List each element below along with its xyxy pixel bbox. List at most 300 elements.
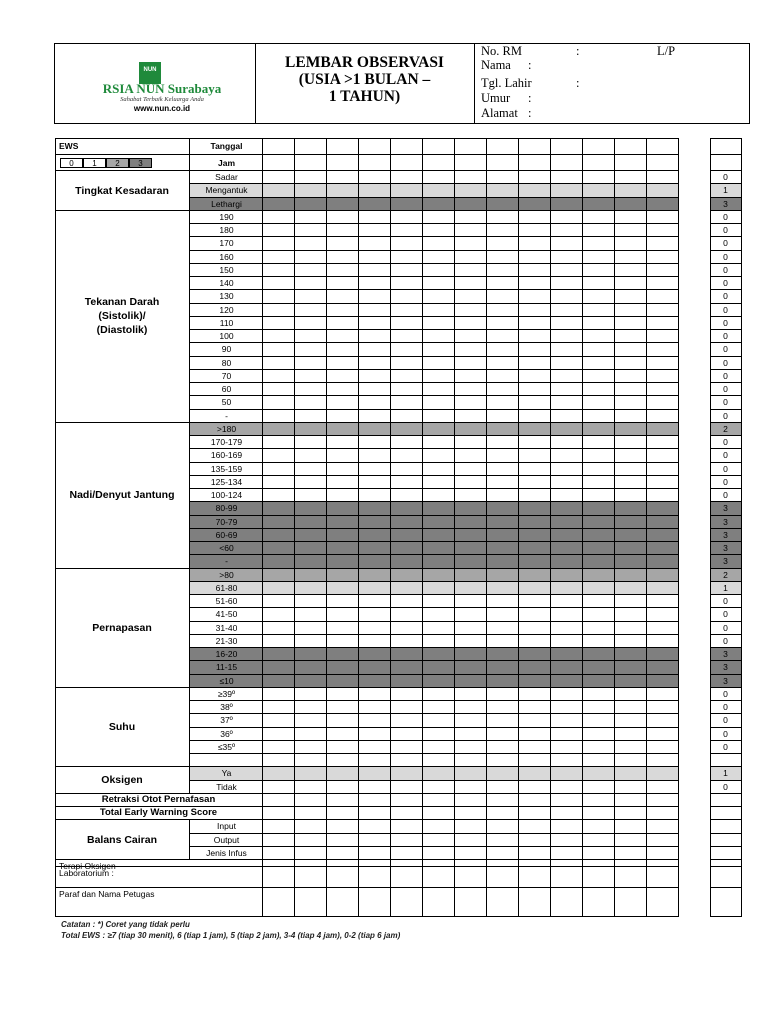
nadi-denyut-jantung-125-134-cell[interactable] — [551, 476, 583, 489]
nadi-denyut-jantung-125-134-cell[interactable] — [615, 476, 647, 489]
suhu-39-cell[interactable] — [647, 688, 679, 701]
nadi-denyut-jantung-60-69-cell[interactable] — [391, 529, 423, 542]
tekanan-darah-60-cell[interactable] — [455, 383, 487, 396]
nadi-denyut-jantung-80-99-cell[interactable] — [647, 502, 679, 515]
nadi-denyut-jantung-70-79-cell[interactable] — [519, 516, 551, 529]
nadi-denyut-jantung-blank-cell[interactable] — [359, 555, 391, 568]
tekanan-darah-150-cell[interactable] — [647, 264, 679, 277]
tekanan-darah-90-cell[interactable] — [263, 343, 295, 356]
pernapasan-11-15-cell[interactable] — [423, 661, 455, 674]
tekanan-darah-blank-cell[interactable] — [263, 410, 295, 423]
pernapasan-31-40-cell[interactable] — [327, 622, 359, 635]
tingkat-kesadaran-mengantuk-cell[interactable] — [647, 184, 679, 197]
balans-jenis-infus-cell[interactable] — [487, 847, 519, 860]
tekanan-darah-170-cell[interactable] — [391, 237, 423, 250]
nadi-denyut-jantung-160-169-cell[interactable] — [359, 449, 391, 462]
suhu-37-cell[interactable] — [647, 714, 679, 727]
nadi-denyut-jantung-160-169-cell[interactable] — [423, 449, 455, 462]
tekanan-darah-90-cell[interactable] — [551, 343, 583, 356]
suhu-39-cell[interactable] — [551, 688, 583, 701]
laboratorium-cell[interactable] — [359, 867, 391, 888]
tekanan-darah-60-cell[interactable] — [519, 383, 551, 396]
balans-output-cell[interactable] — [423, 834, 455, 847]
nadi-denyut-jantung-60-69-cell[interactable] — [295, 529, 327, 542]
suhu-36-cell[interactable] — [423, 728, 455, 741]
tekanan-darah-80-cell[interactable] — [423, 357, 455, 370]
balans-jenis-infus-cell[interactable] — [519, 847, 551, 860]
nadi-denyut-jantung-70-79-cell[interactable] — [423, 516, 455, 529]
tekanan-darah-180-cell[interactable] — [615, 224, 647, 237]
tekanan-darah-70-cell[interactable] — [551, 370, 583, 383]
pernapasan-11-15-cell[interactable] — [583, 661, 615, 674]
tekanan-darah-150-cell[interactable] — [551, 264, 583, 277]
pernapasan-80-cell[interactable] — [327, 569, 359, 582]
tekanan-darah-90-cell[interactable] — [583, 343, 615, 356]
tingkat-kesadaran-sadar-cell[interactable] — [327, 171, 359, 184]
tekanan-darah-120-cell[interactable] — [423, 304, 455, 317]
tingkat-kesadaran-mengantuk-cell[interactable] — [583, 184, 615, 197]
total-ews-row-cell[interactable] — [583, 807, 615, 820]
pernapasan-61-80-cell[interactable] — [487, 582, 519, 595]
pernapasan-80-cell[interactable] — [391, 569, 423, 582]
suhu-37-cell[interactable] — [487, 714, 519, 727]
tingkat-kesadaran-sadar-cell[interactable] — [487, 171, 519, 184]
oksigen-ya-cell[interactable] — [455, 767, 487, 780]
tanggal-cell[interactable] — [263, 138, 295, 155]
total-ews-row-cell[interactable] — [455, 807, 487, 820]
pernapasan-10-cell[interactable] — [615, 675, 647, 688]
paraf-petugas-cell[interactable] — [551, 888, 583, 917]
nadi-denyut-jantung-100-124-cell[interactable] — [423, 489, 455, 502]
tekanan-darah-50-cell[interactable] — [295, 396, 327, 409]
nadi-denyut-jantung-135-159-cell[interactable] — [391, 463, 423, 476]
suhu-blank-cell[interactable] — [327, 754, 359, 767]
total-ews-row-cell[interactable] — [391, 807, 423, 820]
nadi-denyut-jantung-60-69-cell[interactable] — [455, 529, 487, 542]
pernapasan-80-cell[interactable] — [263, 569, 295, 582]
paraf-petugas-cell[interactable] — [359, 888, 391, 917]
tekanan-darah-150-cell[interactable] — [295, 264, 327, 277]
suhu-35-cell[interactable] — [359, 741, 391, 754]
suhu-38-cell[interactable] — [327, 701, 359, 714]
pernapasan-21-30-cell[interactable] — [455, 635, 487, 648]
suhu-38-cell[interactable] — [455, 701, 487, 714]
nadi-denyut-jantung-100-124-cell[interactable] — [519, 489, 551, 502]
tekanan-darah-50-cell[interactable] — [263, 396, 295, 409]
tekanan-darah-160-cell[interactable] — [551, 251, 583, 264]
tekanan-darah-50-cell[interactable] — [615, 396, 647, 409]
pernapasan-31-40-cell[interactable] — [583, 622, 615, 635]
balans-jenis-infus-cell[interactable] — [455, 847, 487, 860]
retraksi-row-cell[interactable] — [391, 794, 423, 807]
tekanan-darah-blank-cell[interactable] — [647, 410, 679, 423]
balans-output-cell[interactable] — [551, 834, 583, 847]
tekanan-darah-140-cell[interactable] — [551, 277, 583, 290]
tekanan-darah-170-cell[interactable] — [583, 237, 615, 250]
nadi-denyut-jantung-70-79-cell[interactable] — [647, 516, 679, 529]
paraf-petugas-cell[interactable] — [615, 888, 647, 917]
laboratorium-cell[interactable] — [583, 867, 615, 888]
pernapasan-21-30-cell[interactable] — [359, 635, 391, 648]
total-ews-row-cell[interactable] — [423, 807, 455, 820]
tingkat-kesadaran-lethargi-cell[interactable] — [519, 198, 551, 211]
pernapasan-11-15-cell[interactable] — [327, 661, 359, 674]
laboratorium-cell[interactable] — [391, 867, 423, 888]
total-ews-row-cell[interactable] — [615, 807, 647, 820]
tekanan-darah-50-cell[interactable] — [391, 396, 423, 409]
paraf-petugas-cell[interactable] — [519, 888, 551, 917]
pernapasan-10-cell[interactable] — [391, 675, 423, 688]
tingkat-kesadaran-sadar-cell[interactable] — [519, 171, 551, 184]
nadi-denyut-jantung-100-124-cell[interactable] — [647, 489, 679, 502]
terapi-oksigen-cell[interactable] — [295, 860, 327, 867]
nadi-denyut-jantung-blank-cell[interactable] — [647, 555, 679, 568]
suhu-35-cell[interactable] — [455, 741, 487, 754]
laboratorium-cell[interactable] — [295, 867, 327, 888]
tekanan-darah-70-cell[interactable] — [487, 370, 519, 383]
nadi-denyut-jantung-135-159-cell[interactable] — [263, 463, 295, 476]
tingkat-kesadaran-lethargi-cell[interactable] — [615, 198, 647, 211]
tekanan-darah-160-cell[interactable] — [423, 251, 455, 264]
pernapasan-16-20-cell[interactable] — [615, 648, 647, 661]
nadi-denyut-jantung-135-159-cell[interactable] — [487, 463, 519, 476]
paraf-petugas-cell[interactable] — [583, 888, 615, 917]
suhu-39-cell[interactable] — [327, 688, 359, 701]
tekanan-darah-130-cell[interactable] — [551, 290, 583, 303]
nadi-denyut-jantung-70-79-cell[interactable] — [583, 516, 615, 529]
tekanan-darah-blank-cell[interactable] — [583, 410, 615, 423]
pernapasan-31-40-cell[interactable] — [359, 622, 391, 635]
tekanan-darah-80-cell[interactable] — [263, 357, 295, 370]
nadi-denyut-jantung-blank-cell[interactable] — [487, 555, 519, 568]
nadi-denyut-jantung-170-179-cell[interactable] — [391, 436, 423, 449]
jam-cell[interactable] — [519, 155, 551, 172]
balans-input-cell[interactable] — [391, 820, 423, 833]
nadi-denyut-jantung-125-134-cell[interactable] — [327, 476, 359, 489]
suhu-37-cell[interactable] — [519, 714, 551, 727]
jam-cell[interactable] — [583, 155, 615, 172]
oksigen-ya-cell[interactable] — [583, 767, 615, 780]
total-ews-row-cell[interactable] — [359, 807, 391, 820]
suhu-35-cell[interactable] — [487, 741, 519, 754]
nadi-denyut-jantung-70-79-cell[interactable] — [295, 516, 327, 529]
pernapasan-16-20-cell[interactable] — [263, 648, 295, 661]
pernapasan-11-15-cell[interactable] — [391, 661, 423, 674]
nadi-denyut-jantung-blank-cell[interactable] — [455, 555, 487, 568]
tekanan-darah-90-cell[interactable] — [455, 343, 487, 356]
terapi-oksigen-cell[interactable] — [487, 860, 519, 867]
tanggal-cell[interactable] — [455, 138, 487, 155]
tekanan-darah-110-cell[interactable] — [615, 317, 647, 330]
pernapasan-10-cell[interactable] — [295, 675, 327, 688]
nadi-denyut-jantung-160-169-cell[interactable] — [263, 449, 295, 462]
pernapasan-21-30-cell[interactable] — [327, 635, 359, 648]
balans-input-cell[interactable] — [487, 820, 519, 833]
pernapasan-61-80-cell[interactable] — [455, 582, 487, 595]
suhu-blank-cell[interactable] — [551, 754, 583, 767]
laboratorium-cell[interactable] — [487, 867, 519, 888]
tekanan-darah-190-cell[interactable] — [487, 211, 519, 224]
tekanan-darah-120-cell[interactable] — [583, 304, 615, 317]
nadi-denyut-jantung-60-cell[interactable] — [327, 542, 359, 555]
tingkat-kesadaran-lethargi-cell[interactable] — [647, 198, 679, 211]
nadi-denyut-jantung-60-cell[interactable] — [263, 542, 295, 555]
tingkat-kesadaran-mengantuk-cell[interactable] — [359, 184, 391, 197]
nadi-denyut-jantung-170-179-cell[interactable] — [583, 436, 615, 449]
nadi-denyut-jantung-blank-cell[interactable] — [391, 555, 423, 568]
pernapasan-21-30-cell[interactable] — [391, 635, 423, 648]
nadi-denyut-jantung-160-169-cell[interactable] — [647, 449, 679, 462]
nadi-denyut-jantung-60-69-cell[interactable] — [487, 529, 519, 542]
pernapasan-31-40-cell[interactable] — [487, 622, 519, 635]
pernapasan-51-60-cell[interactable] — [583, 595, 615, 608]
suhu-38-cell[interactable] — [551, 701, 583, 714]
nadi-denyut-jantung-60-cell[interactable] — [551, 542, 583, 555]
tekanan-darah-180-cell[interactable] — [263, 224, 295, 237]
terapi-oksigen-cell[interactable] — [455, 860, 487, 867]
tekanan-darah-110-cell[interactable] — [455, 317, 487, 330]
jam-cell[interactable] — [295, 155, 327, 172]
tingkat-kesadaran-sadar-cell[interactable] — [455, 171, 487, 184]
jam-cell[interactable] — [359, 155, 391, 172]
pernapasan-61-80-cell[interactable] — [583, 582, 615, 595]
pernapasan-11-15-cell[interactable] — [455, 661, 487, 674]
pernapasan-80-cell[interactable] — [519, 569, 551, 582]
balans-output-cell[interactable] — [327, 834, 359, 847]
tekanan-darah-blank-cell[interactable] — [551, 410, 583, 423]
tekanan-darah-170-cell[interactable] — [295, 237, 327, 250]
pernapasan-41-50-cell[interactable] — [487, 608, 519, 621]
tingkat-kesadaran-sadar-cell[interactable] — [263, 171, 295, 184]
retraksi-row-cell[interactable] — [359, 794, 391, 807]
pernapasan-16-20-cell[interactable] — [359, 648, 391, 661]
suhu-36-cell[interactable] — [327, 728, 359, 741]
nadi-denyut-jantung-60-cell[interactable] — [647, 542, 679, 555]
tingkat-kesadaran-mengantuk-cell[interactable] — [327, 184, 359, 197]
nadi-denyut-jantung-blank-cell[interactable] — [327, 555, 359, 568]
tingkat-kesadaran-mengantuk-cell[interactable] — [295, 184, 327, 197]
nadi-denyut-jantung-170-179-cell[interactable] — [359, 436, 391, 449]
tekanan-darah-90-cell[interactable] — [647, 343, 679, 356]
tekanan-darah-90-cell[interactable] — [615, 343, 647, 356]
pernapasan-31-40-cell[interactable] — [615, 622, 647, 635]
tekanan-darah-130-cell[interactable] — [455, 290, 487, 303]
tekanan-darah-blank-cell[interactable] — [359, 410, 391, 423]
tekanan-darah-170-cell[interactable] — [615, 237, 647, 250]
tekanan-darah-50-cell[interactable] — [359, 396, 391, 409]
tekanan-darah-90-cell[interactable] — [423, 343, 455, 356]
tekanan-darah-50-cell[interactable] — [519, 396, 551, 409]
nadi-denyut-jantung-170-179-cell[interactable] — [487, 436, 519, 449]
suhu-36-cell[interactable] — [455, 728, 487, 741]
oksigen-ya-cell[interactable] — [615, 767, 647, 780]
tekanan-darah-110-cell[interactable] — [647, 317, 679, 330]
tekanan-darah-60-cell[interactable] — [647, 383, 679, 396]
nadi-denyut-jantung-135-159-cell[interactable] — [295, 463, 327, 476]
balans-jenis-infus-cell[interactable] — [423, 847, 455, 860]
tekanan-darah-170-cell[interactable] — [647, 237, 679, 250]
suhu-36-cell[interactable] — [391, 728, 423, 741]
oksigen-ya-cell[interactable] — [391, 767, 423, 780]
tekanan-darah-60-cell[interactable] — [423, 383, 455, 396]
nadi-denyut-jantung-70-79-cell[interactable] — [615, 516, 647, 529]
oksigen-tidak-cell[interactable] — [327, 781, 359, 794]
oksigen-ya-cell[interactable] — [487, 767, 519, 780]
tekanan-darah-60-cell[interactable] — [359, 383, 391, 396]
suhu-35-cell[interactable] — [391, 741, 423, 754]
tekanan-darah-130-cell[interactable] — [359, 290, 391, 303]
laboratorium-cell[interactable] — [615, 867, 647, 888]
pernapasan-31-40-cell[interactable] — [551, 622, 583, 635]
nadi-denyut-jantung-60-cell[interactable] — [295, 542, 327, 555]
nadi-denyut-jantung-125-134-cell[interactable] — [455, 476, 487, 489]
suhu-36-cell[interactable] — [551, 728, 583, 741]
tekanan-darah-110-cell[interactable] — [295, 317, 327, 330]
tekanan-darah-160-cell[interactable] — [327, 251, 359, 264]
pernapasan-61-80-cell[interactable] — [423, 582, 455, 595]
nadi-denyut-jantung-80-99-cell[interactable] — [295, 502, 327, 515]
nadi-denyut-jantung-135-159-cell[interactable] — [519, 463, 551, 476]
pernapasan-16-20-cell[interactable] — [295, 648, 327, 661]
tekanan-darah-blank-cell[interactable] — [327, 410, 359, 423]
tingkat-kesadaran-mengantuk-cell[interactable] — [423, 184, 455, 197]
laboratorium-cell[interactable] — [551, 867, 583, 888]
nadi-denyut-jantung-100-124-cell[interactable] — [487, 489, 519, 502]
tekanan-darah-70-cell[interactable] — [359, 370, 391, 383]
suhu-blank-cell[interactable] — [615, 754, 647, 767]
balans-jenis-infus-cell[interactable] — [359, 847, 391, 860]
terapi-oksigen-cell[interactable] — [583, 860, 615, 867]
tekanan-darah-190-cell[interactable] — [615, 211, 647, 224]
tekanan-darah-blank-cell[interactable] — [391, 410, 423, 423]
suhu-36-cell[interactable] — [487, 728, 519, 741]
suhu-35-cell[interactable] — [647, 741, 679, 754]
tekanan-darah-120-cell[interactable] — [455, 304, 487, 317]
tekanan-darah-160-cell[interactable] — [359, 251, 391, 264]
oksigen-ya-cell[interactable] — [295, 767, 327, 780]
tanggal-cell[interactable] — [327, 138, 359, 155]
tekanan-darah-110-cell[interactable] — [327, 317, 359, 330]
nadi-denyut-jantung-160-169-cell[interactable] — [487, 449, 519, 462]
balans-jenis-infus-cell[interactable] — [551, 847, 583, 860]
tekanan-darah-50-cell[interactable] — [423, 396, 455, 409]
tingkat-kesadaran-lethargi-cell[interactable] — [295, 198, 327, 211]
tekanan-darah-60-cell[interactable] — [295, 383, 327, 396]
nadi-denyut-jantung-100-124-cell[interactable] — [551, 489, 583, 502]
nadi-denyut-jantung-60-cell[interactable] — [487, 542, 519, 555]
nadi-denyut-jantung-60-69-cell[interactable] — [615, 529, 647, 542]
jam-cell[interactable] — [647, 155, 679, 172]
pernapasan-16-20-cell[interactable] — [551, 648, 583, 661]
nadi-denyut-jantung-160-169-cell[interactable] — [583, 449, 615, 462]
tingkat-kesadaran-sadar-cell[interactable] — [583, 171, 615, 184]
tekanan-darah-100-cell[interactable] — [295, 330, 327, 343]
tekanan-darah-100-cell[interactable] — [359, 330, 391, 343]
nadi-denyut-jantung-100-124-cell[interactable] — [263, 489, 295, 502]
suhu-38-cell[interactable] — [391, 701, 423, 714]
tekanan-darah-150-cell[interactable] — [391, 264, 423, 277]
tekanan-darah-120-cell[interactable] — [359, 304, 391, 317]
tekanan-darah-140-cell[interactable] — [295, 277, 327, 290]
pernapasan-51-60-cell[interactable] — [519, 595, 551, 608]
pernapasan-16-20-cell[interactable] — [519, 648, 551, 661]
oksigen-tidak-cell[interactable] — [647, 781, 679, 794]
tekanan-darah-blank-cell[interactable] — [487, 410, 519, 423]
nadi-denyut-jantung-170-179-cell[interactable] — [327, 436, 359, 449]
nadi-denyut-jantung-80-99-cell[interactable] — [487, 502, 519, 515]
tekanan-darah-140-cell[interactable] — [423, 277, 455, 290]
tekanan-darah-150-cell[interactable] — [583, 264, 615, 277]
suhu-39-cell[interactable] — [583, 688, 615, 701]
laboratorium-cell[interactable] — [455, 867, 487, 888]
pernapasan-61-80-cell[interactable] — [263, 582, 295, 595]
tekanan-darah-190-cell[interactable] — [295, 211, 327, 224]
pernapasan-21-30-cell[interactable] — [519, 635, 551, 648]
pernapasan-11-15-cell[interactable] — [359, 661, 391, 674]
oksigen-tidak-cell[interactable] — [455, 781, 487, 794]
tingkat-kesadaran-lethargi-cell[interactable] — [359, 198, 391, 211]
retraksi-row-cell[interactable] — [487, 794, 519, 807]
terapi-oksigen-cell[interactable] — [263, 860, 295, 867]
nadi-denyut-jantung-60-cell[interactable] — [455, 542, 487, 555]
nadi-denyut-jantung-180-cell[interactable] — [455, 423, 487, 436]
tekanan-darah-170-cell[interactable] — [359, 237, 391, 250]
balans-jenis-infus-cell[interactable] — [647, 847, 679, 860]
tekanan-darah-80-cell[interactable] — [615, 357, 647, 370]
tekanan-darah-130-cell[interactable] — [487, 290, 519, 303]
pernapasan-80-cell[interactable] — [359, 569, 391, 582]
tingkat-kesadaran-sadar-cell[interactable] — [423, 171, 455, 184]
tekanan-darah-110-cell[interactable] — [423, 317, 455, 330]
pernapasan-61-80-cell[interactable] — [519, 582, 551, 595]
nadi-denyut-jantung-160-169-cell[interactable] — [295, 449, 327, 462]
pernapasan-51-60-cell[interactable] — [455, 595, 487, 608]
nadi-denyut-jantung-170-179-cell[interactable] — [551, 436, 583, 449]
tekanan-darah-110-cell[interactable] — [391, 317, 423, 330]
nadi-denyut-jantung-60-69-cell[interactable] — [327, 529, 359, 542]
retraksi-row-cell[interactable] — [647, 794, 679, 807]
nadi-denyut-jantung-135-159-cell[interactable] — [359, 463, 391, 476]
nadi-denyut-jantung-180-cell[interactable] — [359, 423, 391, 436]
nadi-denyut-jantung-100-124-cell[interactable] — [615, 489, 647, 502]
tekanan-darah-140-cell[interactable] — [327, 277, 359, 290]
tekanan-darah-50-cell[interactable] — [327, 396, 359, 409]
pernapasan-11-15-cell[interactable] — [263, 661, 295, 674]
pernapasan-51-60-cell[interactable] — [647, 595, 679, 608]
suhu-38-cell[interactable] — [583, 701, 615, 714]
tekanan-darah-120-cell[interactable] — [551, 304, 583, 317]
tekanan-darah-130-cell[interactable] — [583, 290, 615, 303]
total-ews-row-cell[interactable] — [519, 807, 551, 820]
pernapasan-41-50-cell[interactable] — [583, 608, 615, 621]
tekanan-darah-50-cell[interactable] — [487, 396, 519, 409]
suhu-36-cell[interactable] — [519, 728, 551, 741]
tingkat-kesadaran-mengantuk-cell[interactable] — [615, 184, 647, 197]
suhu-39-cell[interactable] — [615, 688, 647, 701]
tekanan-darah-80-cell[interactable] — [551, 357, 583, 370]
oksigen-ya-cell[interactable] — [263, 767, 295, 780]
tekanan-darah-150-cell[interactable] — [327, 264, 359, 277]
suhu-35-cell[interactable] — [327, 741, 359, 754]
tekanan-darah-180-cell[interactable] — [295, 224, 327, 237]
tekanan-darah-80-cell[interactable] — [487, 357, 519, 370]
suhu-38-cell[interactable] — [423, 701, 455, 714]
jam-cell[interactable] — [551, 155, 583, 172]
tekanan-darah-130-cell[interactable] — [647, 290, 679, 303]
nadi-denyut-jantung-160-169-cell[interactable] — [391, 449, 423, 462]
pernapasan-80-cell[interactable] — [455, 569, 487, 582]
nadi-denyut-jantung-60-cell[interactable] — [423, 542, 455, 555]
